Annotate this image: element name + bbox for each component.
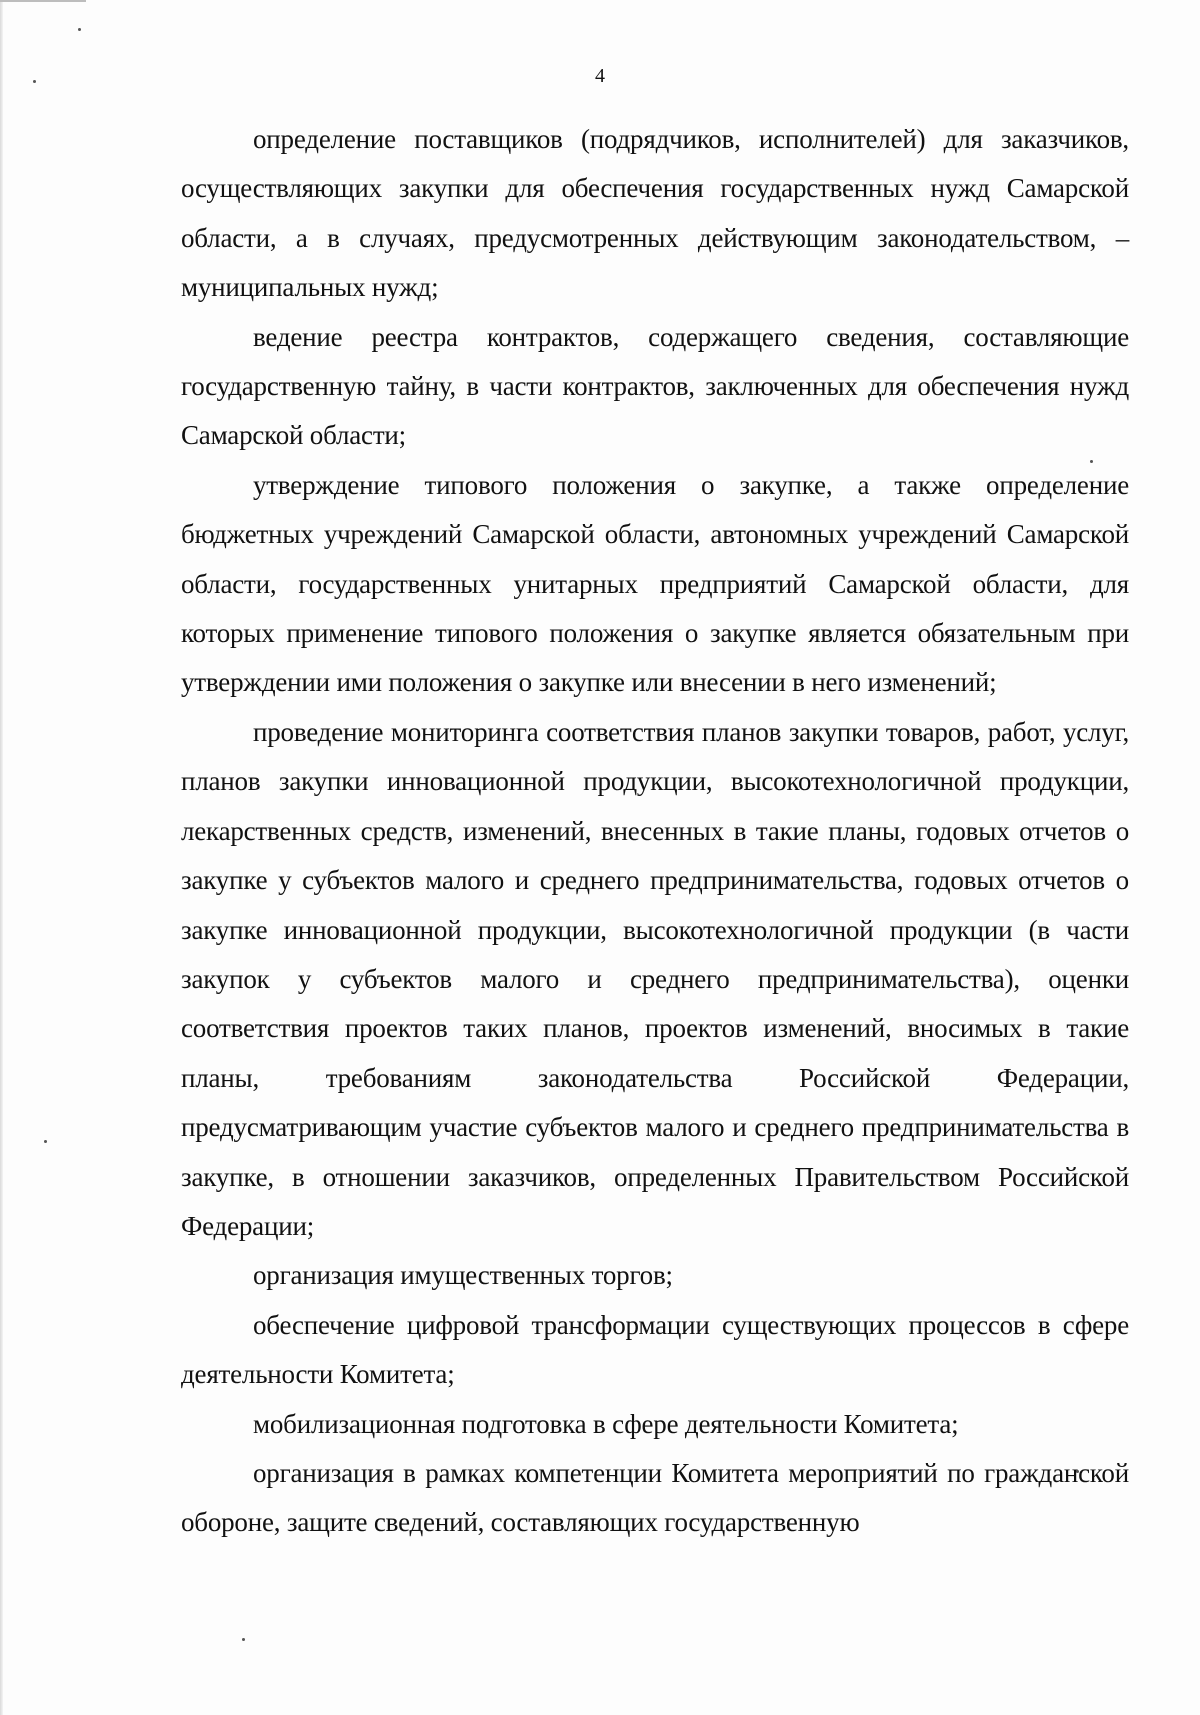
document-body	[181, 115, 1129, 1548]
scan-edge	[0, 0, 3, 1715]
scan-top-line	[0, 0, 86, 2]
paragraph: мобилизационная подготовка в сфере деятельности Комитета;	[253, 1408, 959, 1439]
page-number: 4	[595, 65, 605, 87]
scan-speck	[44, 1140, 47, 1143]
paragraph: организация имущественных торгов;	[253, 1260, 673, 1291]
paragraph: утверждение типового положения о закупке, а также определение бюджетных учреждений Самарской области, автономных учреждений Самарской области, государственных унитарных предприятий Самарской области, для которых применение типового положения о закупке является обязательным при утверждении ими положения о закупке или внесении в него изменений;	[181, 469, 1129, 698]
paragraph: проведение мониторинга соответствия планов закупки товаров, работ, услуг, планов закупки инновационной продукции, высокотехнологичной продукции, лекарственных средств, изменений, внесенных в такие планы, годовых отчетов о закупке у субъектов малого и среднего предпринимательства, годовых отчетов о закупке инновационной продукции, высокотехнологичной продукции (в части закупок у субъектов малого и среднего предпринимательства), оценки соответствия проектов таких планов, проектов изменений, вносимых в такие планы, требованиям законодательства Российской Федерации, предусматривающим участие субъектов малого и среднего предпринимательства в закупке, в отношении заказчиков, определенных Правительством Российской Федерации;	[181, 716, 1129, 1241]
paragraph: организация в рамках компетенции Комитета мероприятий по гражданской обороне, защите сведений, составляющих государственную	[181, 1457, 1129, 1538]
paragraph: определение поставщиков (подрядчиков, исполнителей) для заказчиков, осуществляющих закупки для обеспечения государственных нужд Самарской области, а в случаях, предусмотренных действующим законодательством, – муниципальных нужд;	[181, 124, 1129, 303]
paragraph: ведение реестра контрактов, содержащего сведения, составляющие государственную тайну, в части контрактов, заключенных для обеспечения нужд Самарской области;	[181, 321, 1129, 451]
paragraph: обеспечение цифровой трансформации существующих процессов в сфере деятельности Комитета;	[181, 1309, 1129, 1390]
scan-speck	[242, 1638, 245, 1641]
scan-speck	[78, 28, 81, 31]
